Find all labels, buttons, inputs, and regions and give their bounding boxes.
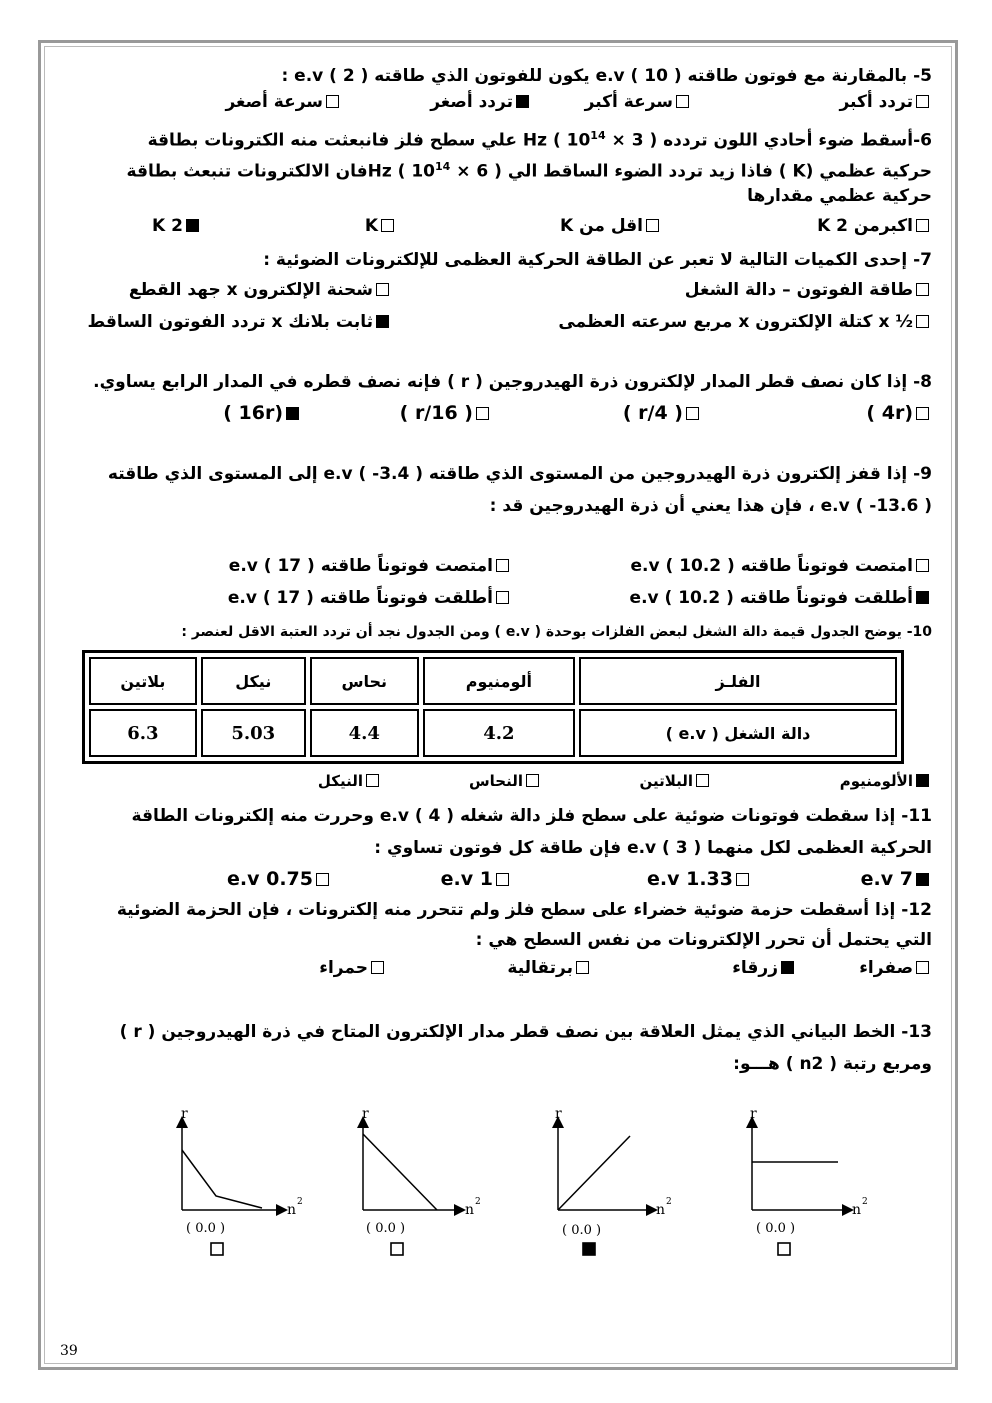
q7-option-3[interactable]: ½ x كتلة الإلكترون x مربع سرعته العظمى <box>558 312 932 332</box>
x-axis-label: n <box>287 1202 297 1218</box>
q9-option-3[interactable]: أطلقت فوتوناً طاقته e.v ( 10.2 ) <box>630 588 932 608</box>
q6-line-3: حركية عظمي مقدارها <box>747 186 932 206</box>
q13-line-1: 13- الخط البياني الذي يمثل العلاقة بين نصف قطر مدار الإلكترون المتاح في ذرة الهيدروجين ( r ) <box>119 1022 932 1042</box>
q9-option-4[interactable]: أطلقت فوتوناً طاقته e.v ( 17 ) <box>228 588 512 608</box>
table-cell: نحاس <box>310 657 419 705</box>
q5-option-1[interactable]: تردد أكبر <box>839 92 932 112</box>
table-cell: ألومنيوم <box>423 657 575 705</box>
table-cell: بلاتين <box>89 657 197 705</box>
checkbox-icon[interactable] <box>391 1243 403 1255</box>
graph-decreasing-line <box>362 1106 481 1236</box>
graph-constant-line <box>750 1106 868 1236</box>
table-cell: 4.2 <box>423 709 575 757</box>
q12-option-3[interactable]: برتقالية <box>507 958 592 978</box>
table-cell: نيكل <box>201 657 306 705</box>
q12-option-1[interactable]: صفراء <box>859 958 932 978</box>
q10-option-1[interactable]: الألومنيوم <box>840 772 932 790</box>
q12-option-4[interactable]: حمراء <box>319 958 387 978</box>
q6-option-4[interactable]: 2 K <box>152 216 202 236</box>
q11-option-1[interactable]: 7 e.v <box>861 868 932 890</box>
table-header-cell: دالة الشغل ( e.v ) <box>579 709 897 757</box>
page-number: 39 <box>60 1343 78 1359</box>
q6-option-2[interactable]: اقل من K <box>560 216 662 236</box>
origin-label: ( 0.0 ) <box>756 1221 796 1236</box>
q6-option-1[interactable]: اكبرمن 2 K <box>817 216 932 236</box>
q5-option-4[interactable]: سرعة أصغر <box>225 92 342 112</box>
q9-option-2[interactable]: امتصت فوتوناً طاقته e.v ( 17 ) <box>229 556 512 576</box>
y-axis-label: r <box>750 1106 757 1122</box>
x-axis-label: n <box>656 1202 666 1218</box>
table-cell: 6.3 <box>89 709 197 757</box>
q7-option-1[interactable]: طاقة الفوتون – دالة الشغل <box>685 280 932 300</box>
x-axis-label: n <box>465 1202 475 1218</box>
x-axis-label: n <box>852 1202 862 1218</box>
q7-option-2[interactable]: شحنة الإلكترون x جهد القطع <box>129 280 392 300</box>
q12-line-2: التي يحتمل أن تحرر الإلكترونات من نفس السطح هي : <box>475 930 932 950</box>
x-axis-exponent: 2 <box>862 1197 868 1207</box>
y-axis-label: r <box>555 1106 562 1122</box>
q7-text: 7- إحدى الكميات التالية لا تعبر عن الطاقة الحركية العظمى للإلكترونات الضوئية : <box>263 250 932 270</box>
q8-option-1[interactable]: (4r ) <box>866 402 932 424</box>
q9-line-1: 9- إذا قفز إلكترون ذرة الهيدروجين من المستوى الذي طاقته e.v ( -3.4 ) إلى المستوى الذي طاقته <box>107 464 932 484</box>
checkbox-icon[interactable] <box>211 1243 223 1255</box>
q7-option-4[interactable]: ثابت بلانك x تردد الفوتون الساقط <box>87 312 392 332</box>
y-axis-label: r <box>181 1106 188 1122</box>
checkbox-icon[interactable] <box>778 1243 790 1255</box>
q13-line-2: ومربع رتبة ( n2 ) هـــو: <box>733 1054 932 1074</box>
table-header-cell: الفلـز <box>579 657 897 705</box>
q10-option-4[interactable]: النيكل <box>318 772 382 790</box>
q12-option-2[interactable]: زرقاء <box>732 958 797 978</box>
origin-label: ( 0.0 ) <box>366 1221 406 1236</box>
checkbox-filled-icon[interactable] <box>583 1243 595 1255</box>
q6-line-2: حركية عظمي (K ) فاذا زيد تردد الضوء الساقط الي Hz ( $10^{14} \times 6$ )فان الالكترونات تنبعث بطاقة <box>126 160 932 182</box>
q11-line-1: 11- إذا سقطت فوتونات ضوئية على سطح فلز دالة شغله e.v ( 4 ) وحررت منه إلكترونات الطاقة <box>131 806 932 826</box>
q5-text: 5- بالمقارنة مع فوتون طاقته e.v ( 10 ) يكون للفوتون الذي طاقته e.v ( 2 ) : <box>281 66 932 86</box>
q8-option-3[interactable]: ( r/16 ) <box>400 402 492 424</box>
q8-option-4[interactable]: (16r ) <box>223 402 302 424</box>
q12-line-1: 12- إذا أسقطت حزمة ضوئية خضراء على سطح فلز ولم تتحرر منه إلكترونات ، فإن الحزمة الضوئية <box>116 900 932 920</box>
q11-option-4[interactable]: 0.75 e.v <box>227 868 332 890</box>
x-axis-exponent: 2 <box>475 1197 481 1207</box>
q11-option-3[interactable]: 1 e.v <box>441 868 512 890</box>
origin-label: ( 0.0 ) <box>186 1221 226 1236</box>
q10-option-3[interactable]: النحاس <box>469 772 542 790</box>
table-cell: 4.4 <box>310 709 419 757</box>
q5-option-3[interactable]: تردد أصغر <box>430 92 532 112</box>
q10-option-2[interactable]: البلاتين <box>639 772 712 790</box>
x-axis-exponent: 2 <box>297 1197 303 1207</box>
q11-line-2: الحركية العظمى لكل منهما e.v ( 3 ) فإن طاقة كل فوتون تساوي : <box>374 838 932 858</box>
q6-line-1: 6-أسقط ضوء أحادي اللون تردده Hz ( $10^{14} \times 3$ ) علي سطح فلز فانبعثت منه الكترونات بطاقة <box>147 129 932 151</box>
y-axis-label: r <box>362 1106 369 1122</box>
q9-option-1[interactable]: امتصت فوتوناً طاقته e.v ( 10.2 ) <box>631 556 932 576</box>
q10-text: 10- يوضح الجدول قيمة دالة الشغل لبعض الفلزات بوحدة ( e.v ) ومن الجدول نجد أن تردد العتبة الاقل لعنصر : <box>181 624 932 640</box>
graph-decreasing-curve <box>181 1106 303 1236</box>
table-cell: 5.03 <box>201 709 306 757</box>
q6-option-3[interactable]: K <box>365 216 397 236</box>
q8-text: 8- إذا كان نصف قطر المدار لإلكترون ذرة الهيدروجين ( r ) فإنه نصف قطره في المدار الرابع يساوي. <box>93 372 932 392</box>
q11-option-2[interactable]: 1.33 e.v <box>647 868 752 890</box>
x-axis-exponent: 2 <box>666 1197 672 1207</box>
q5-option-2[interactable]: سرعة أكبر <box>585 92 692 112</box>
q8-option-2[interactable]: ( r/4 ) <box>623 402 702 424</box>
graph-increasing-line <box>555 1106 672 1238</box>
q9-line-2: e.v ( -13.6 ) ، فإن هذا يعني أن ذرة الهيدروجين قد : <box>489 496 932 516</box>
origin-label: ( 0.0 ) <box>562 1223 602 1238</box>
